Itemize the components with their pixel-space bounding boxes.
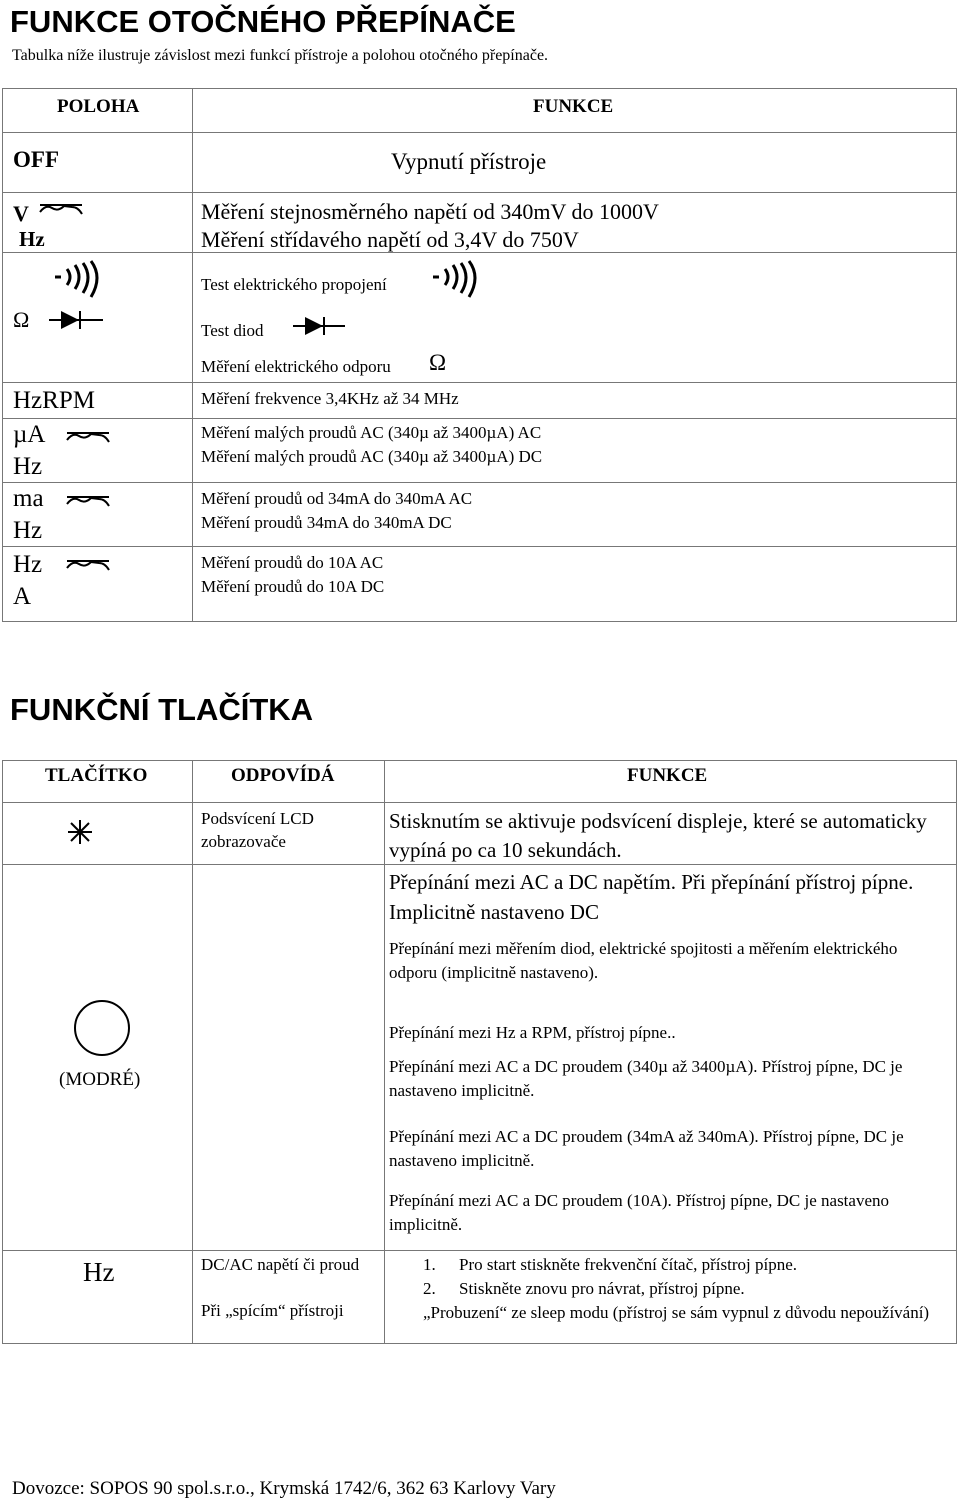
table-row (3, 483, 957, 547)
col-header-corresponds: ODPOVÍDÁ (193, 761, 385, 803)
function-text: Přepínání mezi měřením diod, elektrické spojitosti a měřením elektrického odporu (implicitně nastaveno). (389, 939, 898, 982)
function-text: Měření malých proudů AC (340µ až 3400µA) DC (201, 447, 543, 466)
diode-icon (47, 309, 105, 331)
col-header-function: FUNKCE (385, 761, 957, 803)
ac-dc-icon (65, 431, 111, 447)
position-v: V (13, 201, 29, 226)
step-text: Pro start stiskněte frekvenční čítač, přístroj pípne. (459, 1255, 798, 1274)
function-text: Přepínání mezi AC a DC proudem (34mA až 340mA). Přístroj pípne, DC je nastaveno implicitně. (389, 1127, 904, 1170)
function-text: Měření proudů do 10A DC (201, 577, 385, 596)
position-a: A (13, 583, 32, 610)
diode-icon (291, 315, 347, 337)
function-text: Měření proudů do 10A AC (201, 553, 384, 572)
position-hz: Hz (13, 453, 43, 480)
function-text: Vypnutí přístroje (391, 149, 547, 174)
rotary-subtitle: Tabulka níže ilustruje závislost mezi funkcí přístroje a polohou otočného přepínače. (12, 47, 549, 64)
wake-text: „Probuzení“ ze sleep modu (přístroj se sám vypnul z důvodu nepoužívání) (423, 1303, 930, 1322)
blue-button-icon (74, 1000, 130, 1056)
table-row (3, 547, 957, 622)
position-hz: Hz (13, 551, 43, 578)
step-text: Stiskněte znovu pro návrat, přístroj pípne. (459, 1279, 745, 1298)
table-row (3, 253, 957, 383)
buttons-title: FUNKČNÍ TLAČÍTKA (10, 692, 314, 727)
table-row (3, 865, 957, 1251)
position-hz: Hz (19, 227, 45, 251)
corresponds-text: Podsvícení LCD zobrazovače (201, 809, 314, 851)
position-off: OFF (13, 147, 59, 172)
function-text: Měření malých proudů AC (340µ až 3400µA) AC (201, 423, 542, 442)
col-header-button: TLAČÍTKO (3, 761, 193, 803)
ac-dc-icon (38, 203, 84, 219)
function-text: Test elektrického propojení (201, 275, 387, 294)
function-text: Měření elektrického odporu (201, 357, 391, 376)
rotary-table (2, 88, 957, 622)
position-hzrpm: HzRPM (13, 387, 95, 414)
ohm-symbol: Ω (429, 350, 447, 375)
step-number: 1. (423, 1255, 436, 1274)
position-hz: Hz (13, 517, 43, 544)
table-row (3, 803, 957, 865)
col-header-position: POLOHA (3, 89, 193, 133)
function-text: Měření frekvence 3,4KHz až 34 MHz (201, 389, 459, 408)
buttons-table (2, 760, 957, 1344)
position-ua: µA (13, 421, 46, 448)
table-row (3, 133, 957, 193)
table-row (3, 419, 957, 483)
continuity-icon (431, 259, 491, 299)
corresponds-text: DC/AC napětí či proud (201, 1255, 360, 1274)
position-ma: ma (13, 485, 44, 512)
function-text: Přepínání mezi AC a DC napětím. Při přepínání přístroj pípne. Implicitně nastaveno DC (389, 870, 914, 924)
function-text: Měření střídavého napětí od 3,4V do 750V (201, 227, 579, 252)
function-text: Přepínání mezi AC a DC proudem (10A). Přístroj pípne, DC je nastaveno implicitně. (389, 1191, 889, 1234)
table-row (3, 383, 957, 419)
continuity-icon (53, 259, 113, 299)
hz-button[interactable]: Hz (83, 1257, 115, 1287)
function-text: Měření proudů od 34mA do 340mA AC (201, 489, 473, 508)
blue-button-label: (MODRÉ) (59, 1069, 141, 1090)
ac-dc-icon (65, 495, 111, 511)
rotary-title: FUNKCE OTOČNÉHO PŘEPÍNAČE (10, 4, 516, 39)
col-header-function: FUNKCE (193, 89, 957, 133)
backlight-icon (67, 819, 93, 845)
table-row (3, 1251, 957, 1344)
corresponds-text: Při „spícím“ přístroji (201, 1301, 344, 1320)
step-number: 2. (423, 1279, 436, 1298)
function-text: Měření stejnosměrného napětí od 340mV do 1000V (201, 199, 659, 224)
function-text: Test diod (201, 321, 264, 340)
function-text: Měření proudů 34mA do 340mA DC (201, 513, 452, 532)
footer: Dovozce: SOPOS 90 spol.s.r.o., Krymská 1742/6, 362 63 Karlovy Vary (12, 1478, 556, 1499)
function-text: Stisknutím se aktivuje podsvícení displeje, které se automaticky vypíná po ca 10 sekundách. (389, 809, 927, 862)
function-text: Přepínání mezi Hz a RPM, přístroj pípne.. (389, 1023, 676, 1042)
function-text: Přepínání mezi AC a DC proudem (340µ až 3400µA). Přístroj pípne, DC je nastaveno implicitně. (389, 1057, 903, 1100)
ac-dc-icon (65, 559, 111, 575)
position-ohm: Ω (13, 307, 30, 332)
table-row (3, 193, 957, 253)
